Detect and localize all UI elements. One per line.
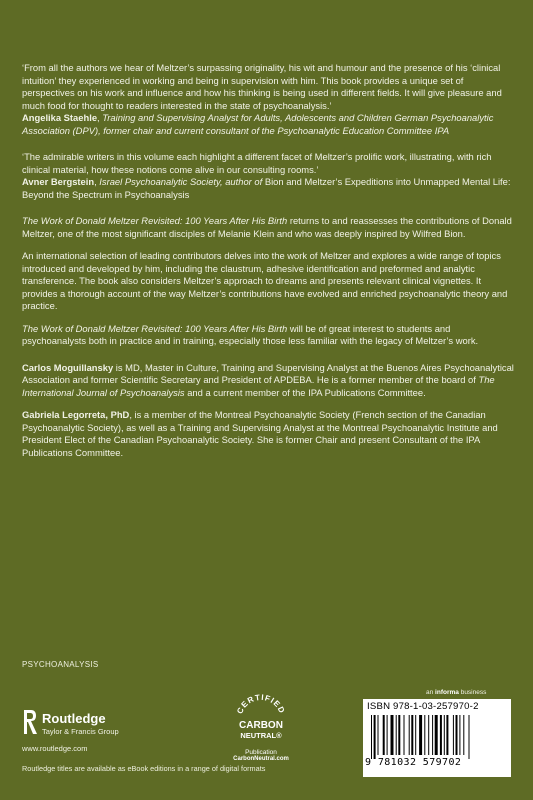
barcode-bar [396, 715, 397, 755]
author-bio-text: , is a member of the Montreal Psychoanalytic Society (French section of the Canadian Psychoanalytic Society), as well as a Training and Supervising Analyst at the Montreal Psychoanalytic Institute and President Elect of the Canadian Psychoanalytic Society. She is former Chair and present Consultant of the IPA Publications Committee. [22, 409, 498, 458]
description-paragraph-3 [22, 323, 514, 348]
author-bio-text: and a current member of the IPA Publications Committee. [187, 386, 426, 398]
barcode-bar [419, 715, 422, 755]
barcode-bar [391, 715, 394, 755]
carbon-publication-label: Publication [245, 749, 277, 756]
barcode-bar [383, 715, 385, 755]
endorser-affiliation: Israel Psychoanalytic Society, author of [99, 176, 263, 187]
endorsement-quote: ‘The admirable writers in this volume each highlight a different facet of Meltzer’s prolific work, illustrating, with rich clinical material, how these notions come alive in our consulting rooms.’ [22, 151, 492, 175]
svg-text:CERTIFIED [235, 693, 287, 715]
description-text: will be of great interest to students and psychoanalysts both in practice and in training, especially those less familiar with the legacy of Meltzer’s work. [22, 322, 479, 346]
publisher-group: Taylor & Francis Group [42, 727, 119, 736]
description-paragraph-2: An international selection of leading contributors delves into the work of Meltzer and explores a wide range of topics introduced and developed by him, including the claustrum, adhesive identification and preformed and analytic transference. The book also considers Meltzer’s approach to dreams and presents relevant clinical vignettes. It provides a thorough account of the way Meltzer’s contributions have evolved and enriched psychoanalytic theory and practice. [22, 250, 508, 311]
barcode-bar [374, 715, 376, 759]
book-title: The Work of Donald Meltzer Revisited: 100 Years After His Birth [22, 322, 288, 334]
barcode-bar [378, 715, 379, 755]
barcode-bar [411, 715, 413, 755]
barcode-bar [428, 715, 429, 755]
barcode-bar [424, 715, 425, 755]
barcode-bar [409, 715, 410, 755]
author-name: Gabriela Legorreta, PhD [22, 409, 130, 420]
barcode-bar [435, 715, 438, 755]
publisher-name: Routledge [42, 711, 106, 726]
description-paragraph-1 [22, 215, 514, 240]
book-title: The Work of Donald Meltzer Revisited: 100 Years After His Birth [22, 215, 288, 226]
barcode-bar [456, 715, 458, 755]
barcode-bar [453, 715, 454, 755]
barcode-bar [463, 715, 464, 755]
isbn-barcode [363, 699, 511, 777]
barcode-bar [444, 715, 445, 755]
carbon-word: CARBON [239, 720, 283, 731]
barcode-bar [432, 715, 433, 755]
endorser-book: Bion and Meltzer’s Expeditions into Unmapped Mental Life: Beyond the Spectrum in Psychoanalysis [22, 176, 511, 200]
barcode-bar [469, 715, 470, 759]
carbon-url: CarbonNeutral.com [233, 756, 289, 762]
endorsement-attribution: Angelika Staehle, Training and Supervising Analyst for Adults, Adolescents and Children German Psychoanalytic Association (DPV), former chair and current consultant of the Psychoanalytic Education Committee IPA [22, 112, 494, 136]
barcode-bar [415, 715, 416, 755]
isbn-text: ISBN 978-1-03-257970-2 [367, 701, 479, 712]
informa-business-label: an informa business [426, 689, 487, 696]
publisher-logo-block [22, 708, 162, 753]
back-cover-text [22, 62, 514, 469]
author-bio-2 [22, 409, 514, 459]
neutral-word: NEUTRAL® [240, 731, 282, 740]
carbon-neutral-icon [231, 688, 291, 748]
barcode-bar [404, 715, 405, 755]
endorsement-1 [22, 62, 514, 137]
carbon-certified-text: CERTIFIED [235, 692, 287, 716]
endorser-name: Angelika Staehle [22, 112, 98, 123]
author-bio-1 [22, 362, 514, 400]
barcode-icon [371, 715, 503, 759]
barcode-bar [459, 715, 460, 755]
description-text: returns to and reassesses the contributions of Donald Meltzer, one of the most significant disciples of Melanie Klein and who was deeply inspired by Wilfred Bion. [22, 215, 512, 239]
barcode-bar [371, 715, 372, 759]
barcode-bar [440, 715, 442, 755]
barcode-bar [446, 715, 448, 755]
routledge-logo-icon [22, 708, 38, 736]
barcode-digits: 9 781032 579702 [365, 757, 462, 768]
author-name: Carlos Moguillansky [22, 361, 114, 373]
endorser-affiliation: Training and Supervising Analyst for Adults, Adolescents and Children German Psychoanalytic Association (DPV), former chair and current consultant of the Psychoanalytic Education Committee IPA [22, 112, 494, 136]
subject-category: PSYCHOANALYSIS [22, 660, 99, 669]
barcode-bar [387, 715, 388, 755]
barcode-bar [398, 715, 400, 755]
endorser-name: Avner Bergstein [22, 176, 95, 187]
endorsement-2 [22, 151, 514, 201]
journal-title: The International Journal of Psychoanalysis [22, 374, 495, 398]
endorsement-attribution: Avner Bergstein, Israel Psychoanalytic Society, author of Bion and Meltzer’s Expeditions into Unmapped Mental Life: Beyond the Spectrum in Psychoanalysis [22, 176, 511, 200]
ebook-note: Routledge titles are available as eBook editions in a range of digital formats [22, 764, 266, 773]
publisher-url[interactable]: www.routledge.com [22, 744, 88, 753]
endorsement-quote: ‘From all the authors we hear of Meltzer’s surpassing originality, his wit and humour and the presence of his ‘clinical intuition’ they experienced in working and being in supervision with him. This book provides a unique set of perspectives on his work and influence and how his thinking is being used in different fields. It will give pleasure and much food for thought to readers interested in the state of psychoanalysis.’ [22, 62, 502, 111]
author-bio-text: is MD, Master in Culture, Training and Supervising Analyst at the Buenos Aires Psychoanalytical Association and former Scientific Secretary and President of APDEBA. He is a former member of the board of [22, 361, 514, 385]
carbon-neutral-badge [228, 688, 294, 772]
